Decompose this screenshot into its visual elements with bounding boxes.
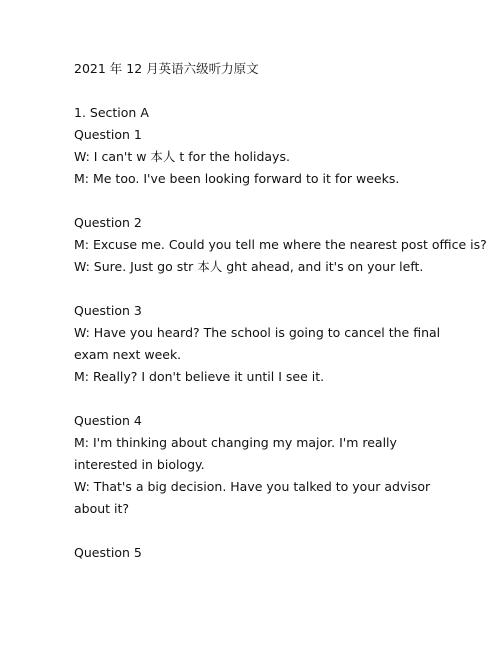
question-label: Question 5 [74, 545, 142, 560]
dialogue-line: W: Sure. Just go str 本人 ght ahead, and it's on your left. [74, 259, 424, 274]
dialogue-line: M: I'm thinking about changing my major. I'm really interested in biology. [74, 435, 397, 472]
document-page [74, 58, 487, 586]
section-label: 1. Section A [74, 105, 149, 120]
question-block-5 [74, 542, 454, 564]
document-title: 2021 年 12 月英语六级听力原文 [74, 61, 259, 76]
question-block-2 [74, 212, 487, 278]
question-label: Question 3 [74, 303, 142, 318]
dialogue-line: M: Really? I don't believe it until I see it. [74, 369, 325, 384]
dialogue-line: W: I can't w 本人 t for the holidays. [74, 149, 290, 164]
question-block-1 [74, 124, 454, 190]
dialogue-line: M: Me too. I've been looking forward to it for weeks. [74, 171, 400, 186]
question-block-3 [74, 300, 454, 388]
question-label: Question 2 [74, 215, 142, 230]
dialogue-line: W: That's a big decision. Have you talked to your advisor about it? [74, 479, 431, 516]
question-block-4 [74, 410, 454, 520]
question-label: Question 4 [74, 413, 142, 428]
question-label: Question 1 [74, 127, 142, 142]
dialogue-line: W: Have you heard? The school is going to cancel the final exam next week. [74, 325, 441, 362]
dialogue-line: M: Excuse me. Could you tell me where the nearest post office is? [74, 237, 487, 252]
